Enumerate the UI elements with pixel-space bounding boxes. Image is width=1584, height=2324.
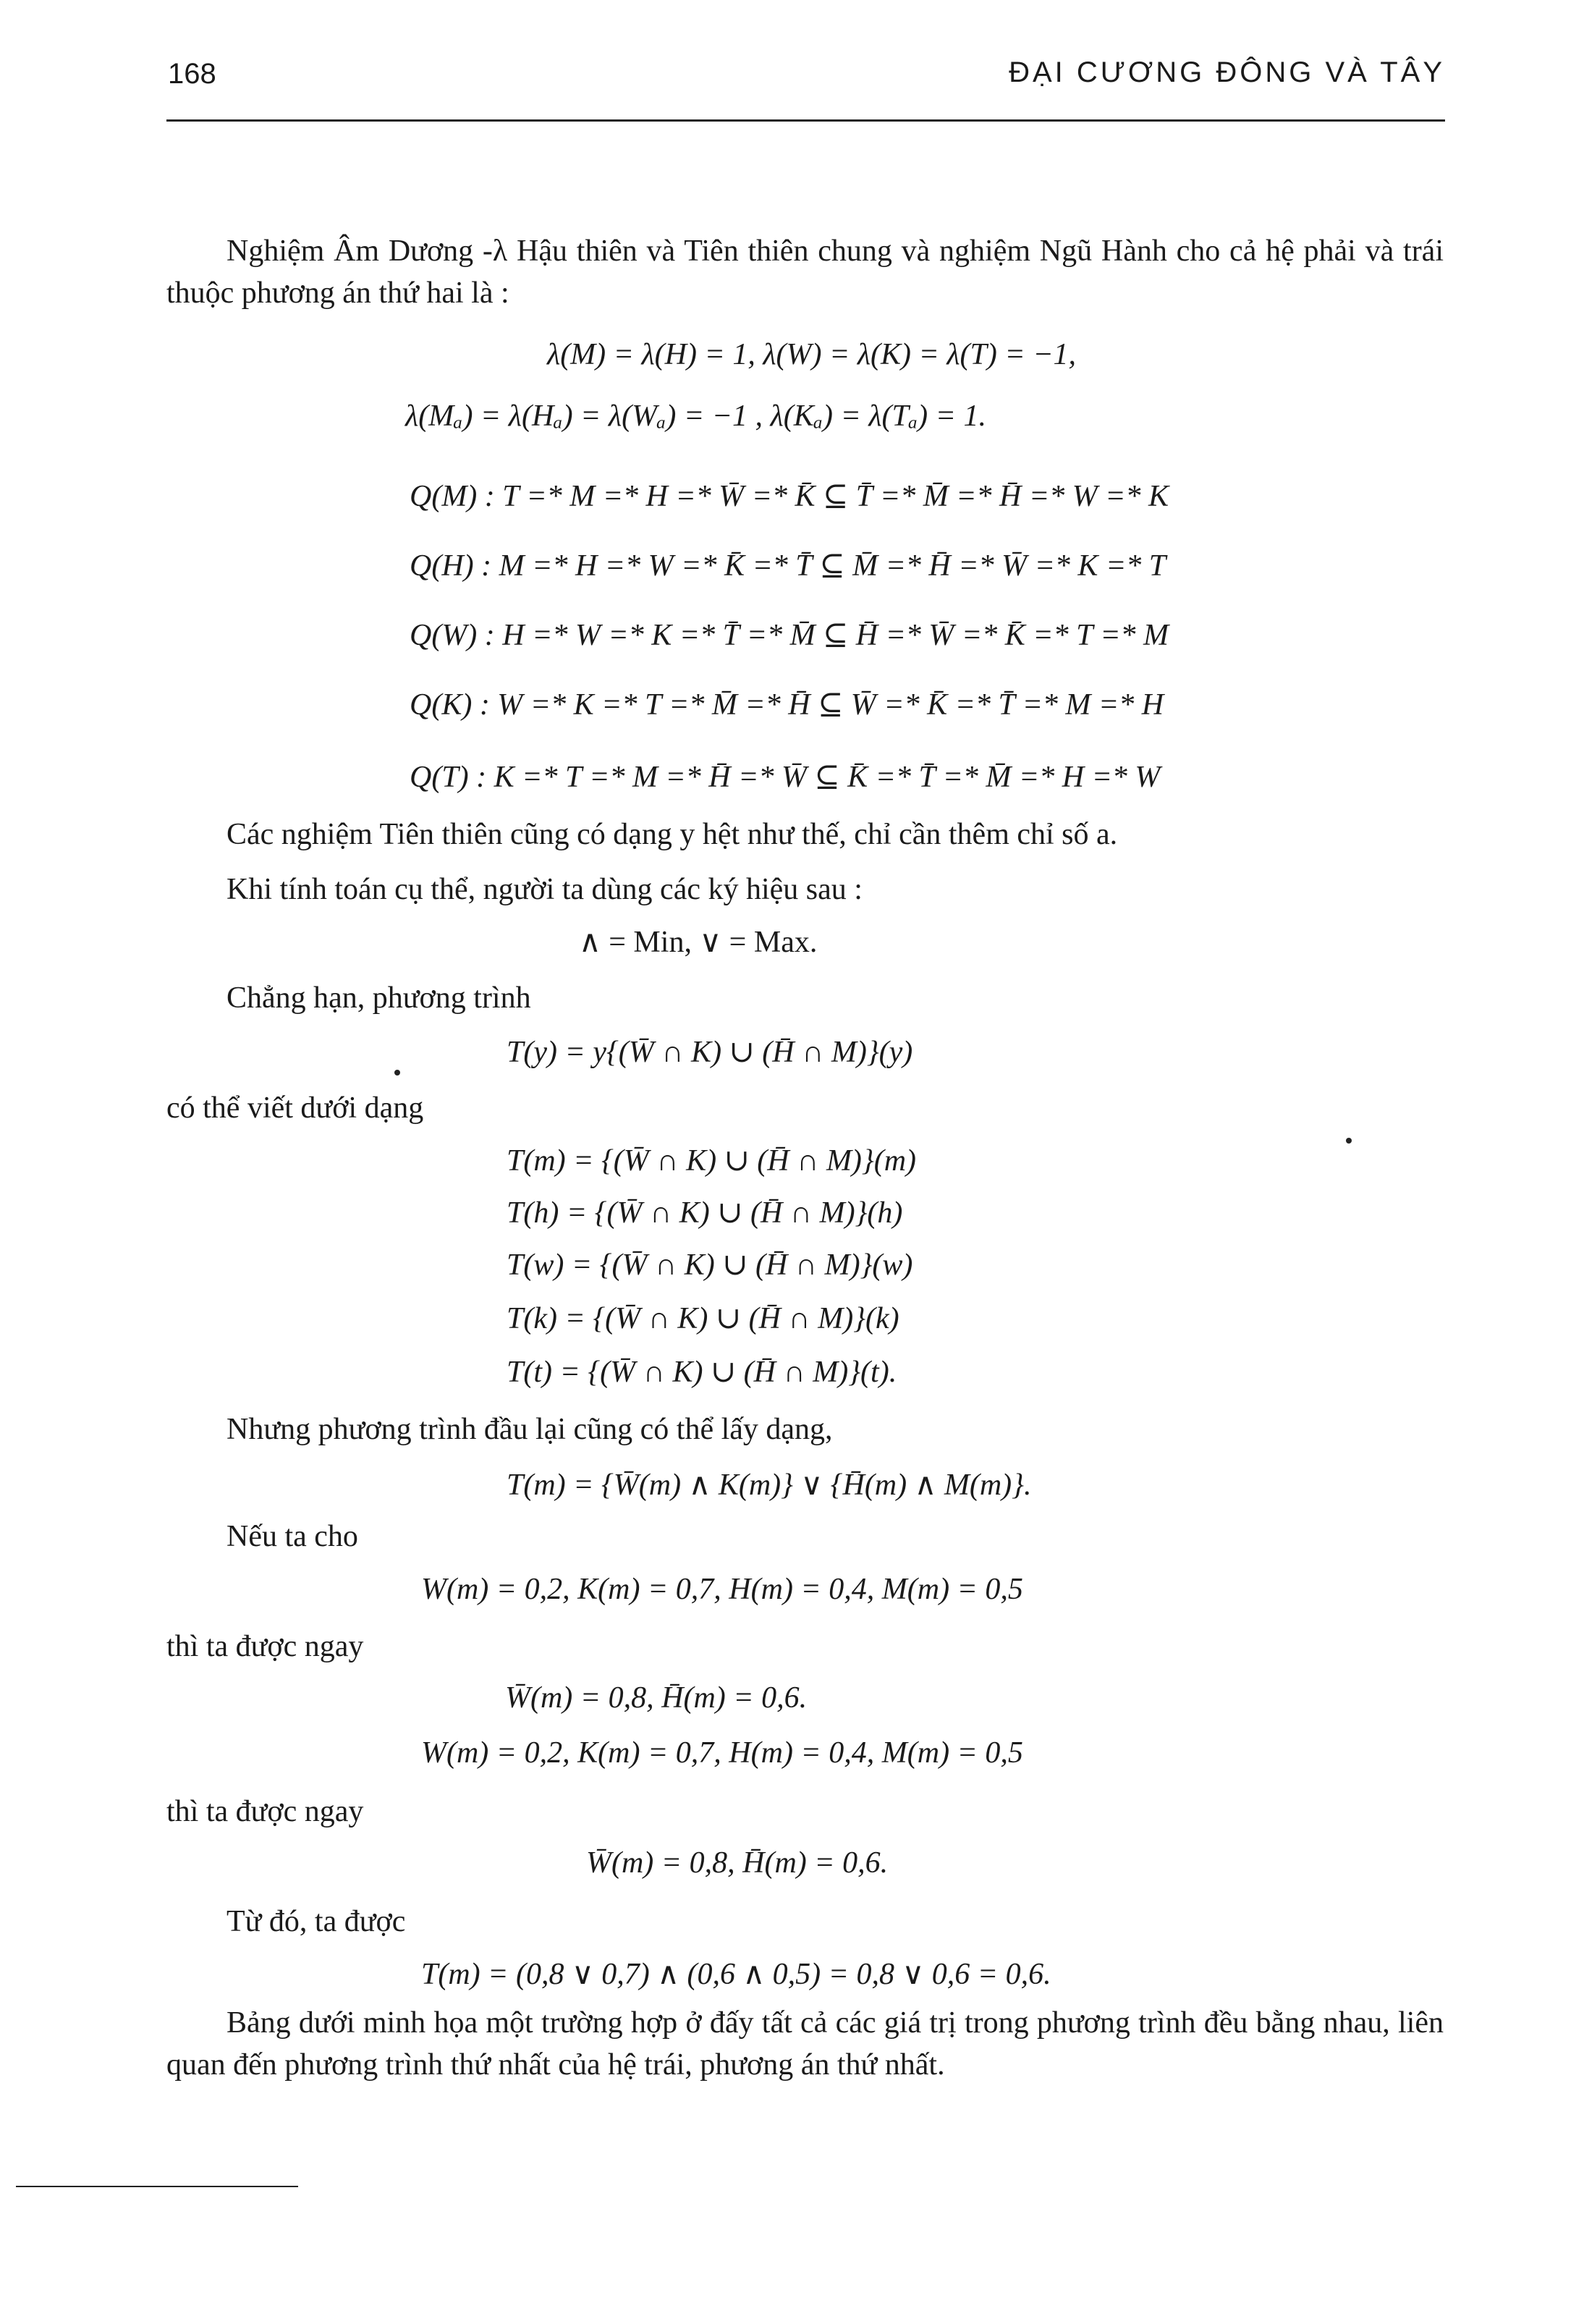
q-equation-w: Q(W) : H =* W =* K =* T̄ =* M̄ ⊆ H̄ =* W̄ =* K̄ =* T =* M (410, 619, 1169, 652)
equation-main: T(y) = y{(W̄ ∩ K) ∪ (H̄ ∩ M)}(y) (507, 1036, 913, 1069)
expanded-equation-t: T(t) = {(W̄ ∩ K) ∪ (H̄ ∩ M)}(t). (507, 1356, 897, 1389)
ink-speck (394, 1070, 400, 1076)
if-given-line: Nếu ta cho (226, 1520, 358, 1553)
but-first-line: Nhưng phương trình đầu lại cũng có thể lấy dạng, (226, 1413, 833, 1446)
result-values-1: W̄(m) = 0,8, H̄(m) = 0,6. (505, 1681, 808, 1715)
symbols-line: ∧ = Min, ∨ = Max. (579, 926, 818, 959)
expanded-equation-w: T(w) = {(W̄ ∩ K) ∪ (H̄ ∩ M)}(w) (507, 1248, 913, 1282)
from-there-line: Từ đó, ta được (226, 1905, 406, 1938)
symbols-intro: Khi tính toán cụ thể, người ta dùng các ký hiệu sau : (226, 873, 863, 906)
lambda-line-1: λ(M) = λ(H) = 1, λ(W) = λ(K) = λ(T) = −1, (547, 338, 1077, 371)
given-values-2: W(m) = 0,2, K(m) = 0,7, H(m) = 0,4, M(m) = 0,5 (421, 1736, 1023, 1770)
final-equation: T(m) = (0,8 ∨ 0,7) ∧ (0,6 ∧ 0,5) = 0,8 ∨ 0,6 = 0,6. (421, 1958, 1051, 1991)
example-intro: Chẳng hạn, phương trình (226, 981, 531, 1015)
footnote-rule (16, 2186, 298, 2187)
given-values-1: W(m) = 0,2, K(m) = 0,7, H(m) = 0,4, M(m) = 0,5 (421, 1573, 1023, 1606)
q-equation-h: Q(H) : M =* H =* W =* K̄ =* T̄ ⊆ M̄ =* H̄ =* W̄ =* K =* T (410, 549, 1166, 583)
q-equation-k: Q(K) : W =* K =* T =* M̄ =* H̄ ⊆ W̄ =* K̄ =* T̄ =* M =* H (410, 688, 1164, 722)
header-rule (166, 119, 1445, 122)
running-header-title: ĐẠI CƯƠNG ĐÔNG VÀ TÂY (1009, 56, 1445, 88)
tm-alternative-form: T(m) = {W̄(m) ∧ K(m)} ∨ {H̄(m) ∧ M(m)}. (507, 1469, 1032, 1502)
closing-paragraph: Bảng dưới minh họa một trường hợp ở đấy tất cả các giá trị trong phương trình đều bằng nhau, liên quan đến phương trình thứ nhất của hệ trái, phương án thứ nhất. (166, 2006, 1444, 2082)
then-line-1: thì ta được ngay (166, 1630, 364, 1663)
q-equation-t: Q(T) : K =* T =* M =* H̄ =* W̄ ⊆ K̄ =* T̄ =* M̄ =* H =* W (410, 761, 1161, 794)
can-write-line: có thể viết dưới dạng (166, 1091, 424, 1125)
ink-speck (1346, 1138, 1352, 1144)
result-values-2: W̄(m) = 0,8, H̄(m) = 0,6. (586, 1846, 889, 1880)
expanded-equation-k: T(k) = {(W̄ ∩ K) ∪ (H̄ ∩ M)}(k) (507, 1302, 899, 1335)
intro-paragraph: Nghiệm Âm Dương -λ Hậu thiên và Tiên thiên chung và nghiệm Ngũ Hành cho cả hệ phải và trái thuộc phương án thứ hai là : (166, 234, 1444, 310)
expanded-equation-m: T(m) = {(W̄ ∩ K) ∪ (H̄ ∩ M)}(m) (507, 1144, 917, 1178)
q-equation-m: Q(M) : T =* M =* H =* W̄ =* K̄ ⊆ T̄ =* M̄ =* H̄ =* W =* K (410, 480, 1169, 513)
expanded-equation-h: T(h) = {(W̄ ∩ K) ∪ (H̄ ∩ M)}(h) (507, 1196, 903, 1230)
then-line-2: thì ta được ngay (166, 1795, 364, 1828)
tien-thien-note: Các nghiệm Tiên thiên cũng có dạng y hệt như thế, chỉ cần thêm chỉ số a. (226, 818, 1118, 851)
page-number: 168 (168, 58, 216, 90)
lambda-line-2: λ(Mₐ) = λ(Hₐ) = λ(Wₐ) = −1 , λ(Kₐ) = λ(Tₐ) = 1. (405, 400, 986, 433)
